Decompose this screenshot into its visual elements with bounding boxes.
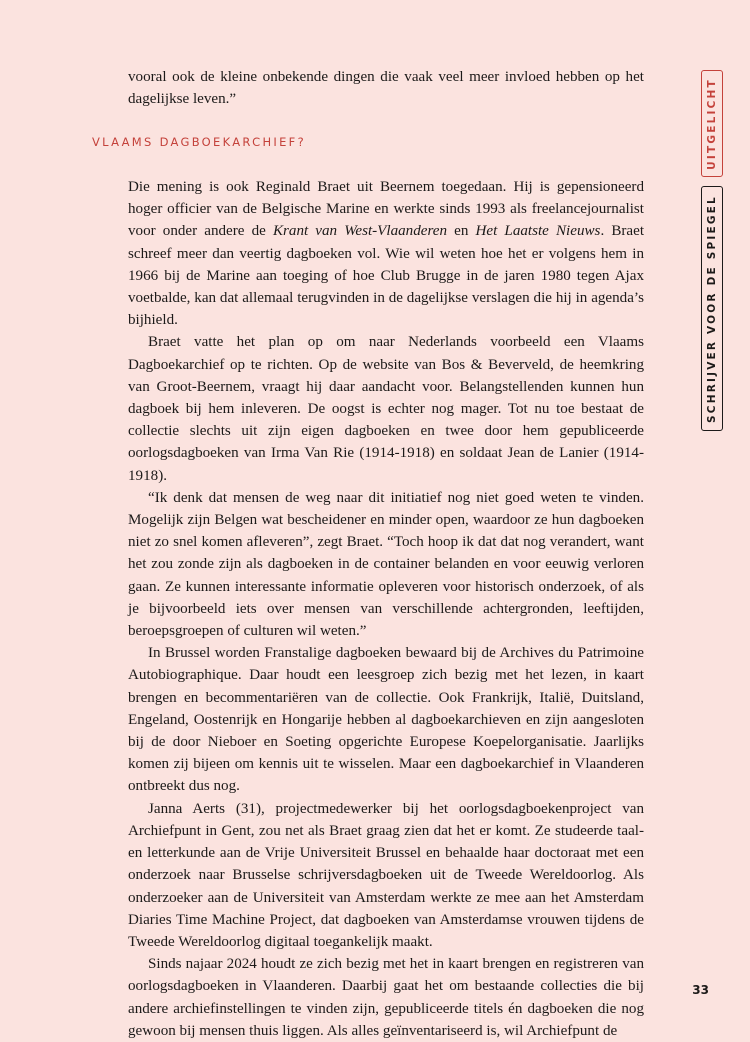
paragraph-3: “Ik denk dat mensen de weg naar dit initiatief nog niet goed weten te vinden. Mogelijk zijn Belgen wat bescheidener en minder open, waardoor ze hun dagboeken niet zo snel komen afleveren”, zegt Braet. “Toch hoop ik dat dat nog verandert, want het zou zonde zijn als dagboeken in de container belanden en voor eeuwig verloren gaan. Ze kunnen interessante informatie opleveren voor historisch onderzoek, of als je bijvoorbeeld iets over mensen van verschillende achtergronden, leeftijden, beroepsgroepen of culturen wil weten.” (128, 489, 644, 640)
article-body (128, 176, 644, 1042)
paragraph-4: In Brussel worden Franstalige dagboeken bewaard bij de Archives du Patrimoine Autobiographique. Daar houdt een leesgroep zich bezig met het lezen, in kaart brengen en becommentariëren van de collectie. Ook Frankrijk, Italië, Duitsland, Engeland, Oostenrijk en Hongarije hebben al dagboekarchieven en zijn aangesloten bij de door Nieboer en Soeting opgerichte Europese Koepelorganisatie. Jaarlijks komen zij bijeen om kennis uit te wisselen. Maar een dagboekarchief in Vlaanderen ontbreekt dus nog. (128, 645, 644, 795)
newspaper-title-2: Het Laatste Nieuws (475, 223, 601, 240)
uitgelicht-tab-label: UITGELICHT (706, 77, 719, 170)
newspaper-title-1: Krant van West-Vlaanderen (272, 223, 448, 240)
paragraph-1-part-b: en (447, 223, 476, 240)
schrijver-voor-de-spiegel-tab (701, 186, 723, 431)
paragraph-2: Braet vatte het plan op om naar Nederlands voorbeeld een Vlaams Dagboekarchief op te richten. Op de website van Bos & Beverveld, de heemkring van Groot-Beernem, vraagt hij daar aandacht voor. Belangstellenden kunnen hun dagboek bij hem inleveren. De oogst is echter nog mager. Tot nu toe bestaat de collectie slechts uit zijn eigen dagboeken en twee door hem gepubliceerde oorlogsdagboeken van Irma Van Rie (1914-1918) en soldaat Jean de Lanier (1914-1918). (128, 334, 644, 484)
uitgelicht-tab (701, 70, 723, 177)
intro-text: vooral ook de kleine onbekende dingen die vaak veel meer invloed hebben op het dagelijkse leven.” (128, 69, 644, 108)
paragraph-6: Sinds najaar 2024 houdt ze zich bezig met het in kaart brengen en registreren van oorlogsdagboeken in Vlaanderen. Daarbij gaat het om bestaande collecties die bij andere archiefinstellingen te vinden zijn, gepubliceerde titels én dagboeken die nog gewoon bij mensen thuis liggen. Als alles geïnventariseerd is, wil Archiefpunt de (128, 956, 644, 1039)
paragraph-1-part-c: . Braet schreef meer dan veertig dagboeken vol. Wie wil weten hoe het er volgens hem in 1966 bij de Marine aan toeging of hoe Club Brugge in de jaren 1980 tegen Ajax voetbalde, kan dat allemaal terugvinden in de dagelijkse verslagen die hij in agenda’s bijhield. (128, 223, 645, 329)
paragraph-1 (128, 176, 644, 331)
schrijver-tab-label: SCHRIJVER VOOR DE SPIEGEL (706, 194, 718, 423)
paragraph-1-part-a: Die mening is ook Reginald Braet uit Beernem toegedaan. Hij is gepensioneerd hoger officier van de Belgische Marine en werkte sinds 1993 als freelancejournalist voor onder andere de (128, 179, 644, 240)
page-number: 33 (692, 983, 709, 997)
section-heading: VLAAMS DAGBOEKARCHIEF? (92, 135, 306, 149)
paragraph-5: Janna Aerts (31), projectmedewerker bij het oorlogsdagboekenproject van Archiefpunt in Gent, zou net als Braet graag zien dat het er komt. Ze studeerde taal- en letterkunde aan de Vrije Universiteit Brussel en behaalde haar doctoraat met een onderzoek naar Brusselse schrijversdagboeken uit de Tweede Wereldoorlog. Als onderzoeker aan de Universiteit van Amsterdam werkte ze mee aan het Amsterdam Diaries Time Machine Project, dat dagboeken van Amsterdamse vrouwen tijdens de Tweede Wereldoorlog digitaal toegankelijk maakt. (128, 800, 644, 950)
intro-paragraph (128, 66, 644, 110)
